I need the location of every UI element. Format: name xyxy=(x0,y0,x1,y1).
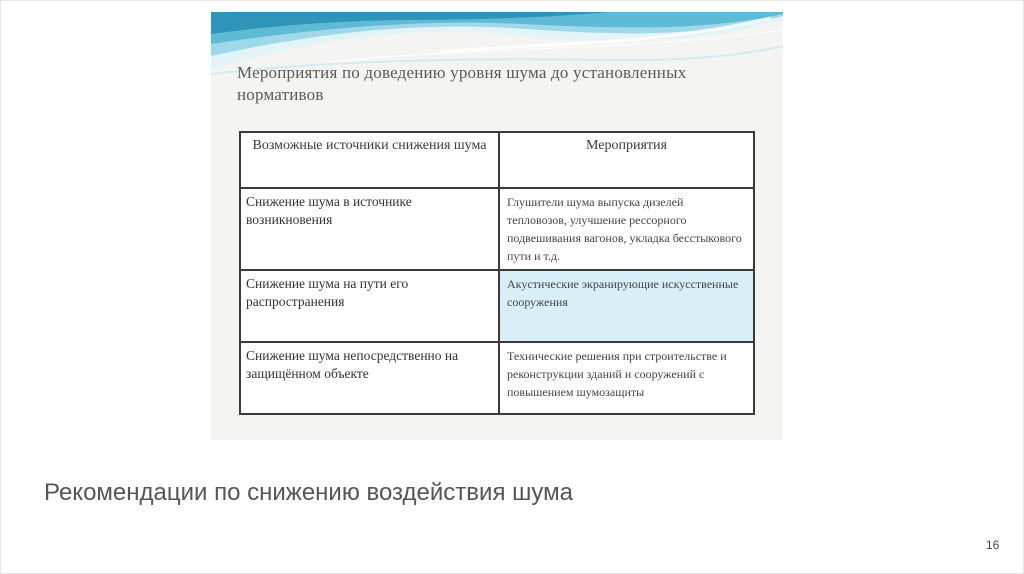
table-cell-measures-highlighted: Акустические экранирующие искусственные сооружения xyxy=(499,270,754,342)
table-cell-source: Снижение шума непосредственно на защищённом объекте xyxy=(240,342,499,414)
page-number: 16 xyxy=(986,538,1000,552)
table-row xyxy=(240,270,754,342)
table-cell-measures: Глушители шума выпуска дизелей тепловозов, улучшение рессорного подвешивания вагонов, укладка бесстыкового пути и т.д. xyxy=(499,188,754,270)
column-header-sources: Возможные источники снижения шума xyxy=(240,132,499,188)
table-row xyxy=(240,342,754,414)
slide-caption: Рекомендации по снижению воздействия шума xyxy=(44,479,573,506)
document-title: Мероприятия по доведению уровня шума до установленных нормативов xyxy=(237,63,687,104)
measures-table xyxy=(239,131,755,415)
table-cell-source: Снижение шума в источнике возникновения xyxy=(240,188,499,270)
column-header-measures: Мероприятия xyxy=(499,132,754,188)
table-cell-source: Снижение шума на пути его распространения xyxy=(240,270,499,342)
table-cell-measures: Технические решения при строительстве и реконструкции зданий и сооружений с повышением шумозащиты xyxy=(499,342,754,414)
table-header-row xyxy=(240,132,754,188)
embedded-document-image xyxy=(211,12,783,440)
table-row xyxy=(240,188,754,270)
